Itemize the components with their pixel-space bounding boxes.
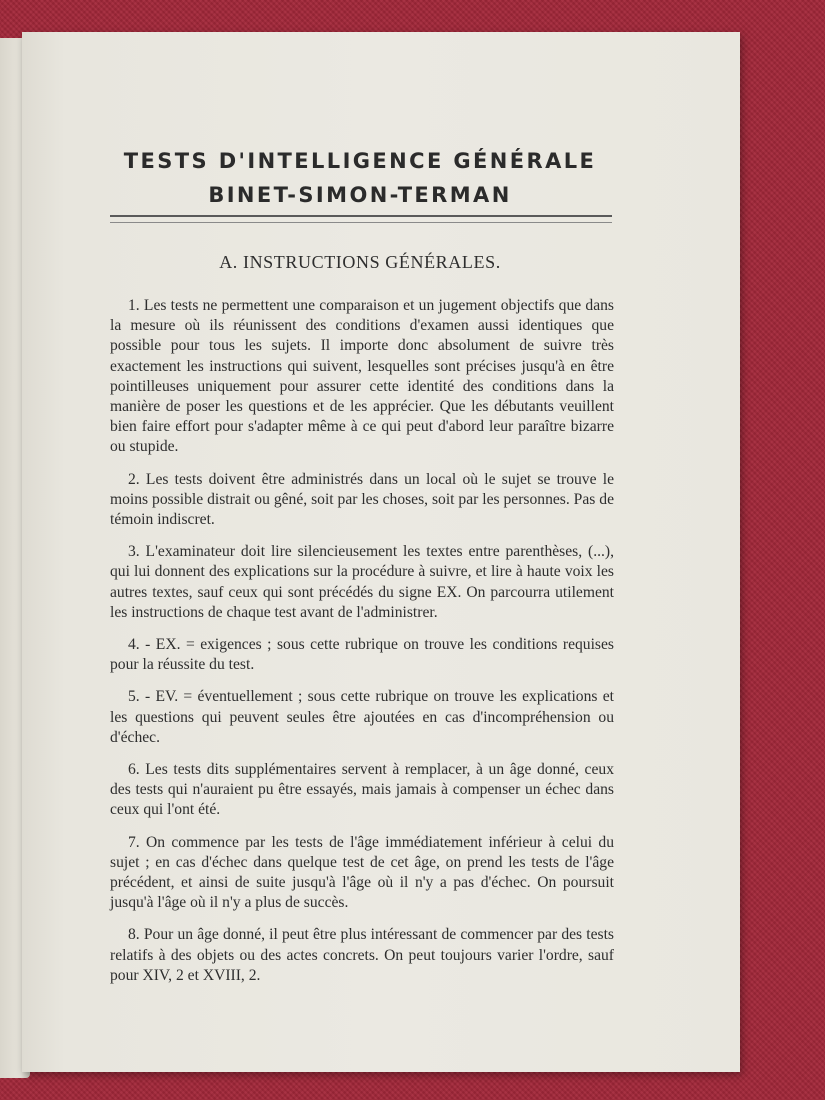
title-line-1: TESTS D'INTELLIGENCE GÉNÉRALE (123, 149, 597, 173)
title-block (110, 144, 610, 212)
paragraph-3: 3. L'examinateur doit lire silencieusement les textes entre parenthèses, (...), qui lui donnent des explications sur la procédure à suivre, et lire à haute voix les autres textes, sauf ceux qui sont précédés du signe EX. On parcourra utilement les instructions de chaque test avant de l'administrer. (110, 543, 614, 621)
title-line-2: BINET-SIMON-TERMAN (208, 183, 512, 207)
paragraph-2: 2. Les tests doivent être administrés dans un local où le sujet se trouve le moins possible distrait ou gêné, soit par les choses, soit par les personnes. Pas de témoin indiscret. (110, 470, 614, 529)
book-page (22, 32, 740, 1072)
paragraph-8: 8. Pour un âge donné, il peut être plus intéressant de commencer par des tests relatifs à des objets ou des actes concrets. On peut toujours varier l'ordre, sauf pour XIV, 2 et XVIII, 2. (110, 926, 614, 984)
section-heading: A. INSTRUCTIONS GÉNÉRALES. (219, 252, 501, 272)
title-divider (110, 215, 612, 223)
paragraph-6: 6. Les tests dits supplémentaires servent à remplacer, à un âge donné, ceux des tests qui n'auraient pu être essayés, mais jamais à compenser un échec dans ceux qui l'ont été. (110, 761, 614, 819)
paragraph-1: 1. Les tests ne permettent une comparaison et un jugement objectifs que dans la mesure où ils réunissent des conditions d'examen aussi identiques que possible pour tous les sujets. Il importe donc absolument de suivre très exactement les instructions qui suivent, lesquelles sont précises jusqu'à en être pointilleuses uniquement pour assurer cette identité des conditions dans la manière de poser les questions et de les apprécier. Que les débutants veuillent bien faire effort pour s'adapter même à ce qui peut d'abord leur paraître bizarre ou stupide. (110, 297, 614, 456)
paragraph-7: 7. On commence par les tests de l'âge immédiatement inférieur à celui du sujet ; en cas d'échec dans quelque test de cet âge, on prend les tests de l'âge précédent, et ainsi de suite jusqu'à l'âge où il n'y a pas d'échec. On poursuit jusqu'à l'âge où il n'y a plus de succès. (110, 833, 614, 912)
paragraph-4: 4. - EX. = exigences ; sous cette rubrique on trouve les conditions requises pour la réussite du test. (110, 636, 614, 674)
paragraph-5: 5. - EV. = éventuellement ; sous cette rubrique on trouve les explications et les questions qui peuvent seules être ajoutées en cas d'incompréhension ou d'échec. (110, 688, 614, 746)
instructions-body (110, 296, 614, 998)
